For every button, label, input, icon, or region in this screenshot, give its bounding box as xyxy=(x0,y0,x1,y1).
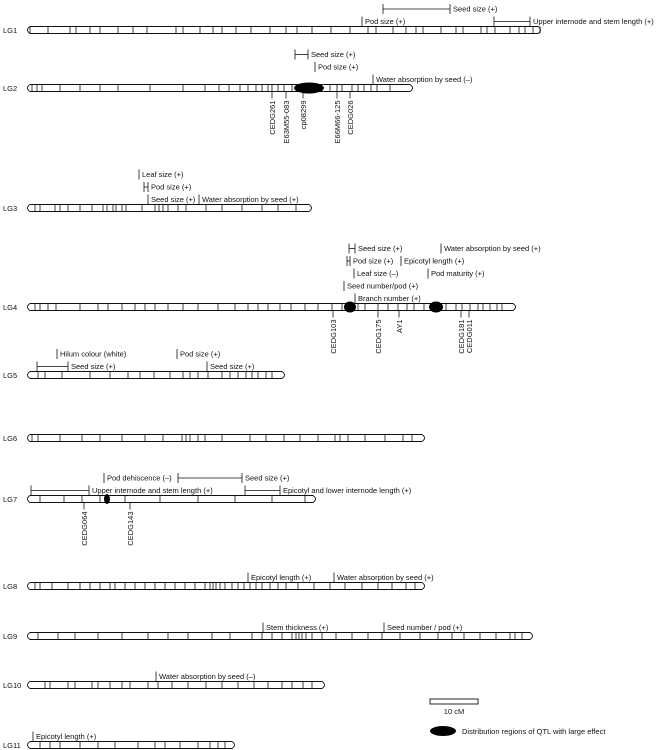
linkage-group-lg4 xyxy=(3,244,541,354)
group-label: LG7 xyxy=(3,495,18,504)
qtl-label: Leaf size (–) xyxy=(357,269,399,278)
qtl-label: Seed size (+) xyxy=(453,4,498,14)
qtl-interval xyxy=(441,244,541,254)
marker-label: CEDG181 xyxy=(457,319,466,354)
qtl-interval xyxy=(31,486,213,496)
qtl-interval xyxy=(349,244,403,254)
legend-ellipse-label: Distribution regions of QTL with large effect xyxy=(462,727,606,736)
qtl-label: Seed size (+) xyxy=(210,362,255,371)
linkage-group-lg1 xyxy=(3,4,654,35)
qtl-interval xyxy=(144,182,192,192)
qtl-interval xyxy=(355,294,421,304)
qtl-label: Seed size (+) xyxy=(151,195,196,204)
qtl-large-effect-region xyxy=(104,494,110,504)
qtl-large-effect-region xyxy=(429,302,443,313)
qtl-label: Pod dehiscence (–) xyxy=(107,473,172,483)
qtl-label: Seed size (+) xyxy=(358,244,403,253)
qtl-interval xyxy=(57,349,127,359)
linkage-group-lg6 xyxy=(3,434,425,443)
qtl-label: Epicotyl and lower internode length (+) xyxy=(283,486,412,495)
qtl-label: Seed size (+) xyxy=(311,50,356,59)
group-label: LG2 xyxy=(3,84,18,93)
linkage-group-lg7 xyxy=(3,473,412,546)
qtl-interval xyxy=(334,573,434,583)
qtl-label: Branch number (+) xyxy=(358,294,421,303)
linkage-group-lg9 xyxy=(3,623,533,642)
qtl-label: Seed number / pod (+) xyxy=(387,623,463,632)
qtl-interval xyxy=(315,62,359,72)
legend xyxy=(430,699,606,736)
chromosome-bar xyxy=(28,583,425,590)
group-label: LG10 xyxy=(3,681,22,690)
chromosome-bar xyxy=(28,742,235,749)
qtl-label: Seed size (+) xyxy=(71,362,116,371)
group-label: LG8 xyxy=(3,582,18,591)
qtl-interval xyxy=(139,170,184,180)
marker-label: CEDG026 xyxy=(346,100,355,135)
group-label: LG6 xyxy=(3,434,18,443)
qtl-interval xyxy=(178,473,290,483)
marker-label: CEDG261 xyxy=(268,100,277,135)
group-label: LG9 xyxy=(3,632,18,641)
qtl-large-effect-region xyxy=(344,302,356,313)
qtl-label: Seed number/pod (+) xyxy=(347,281,419,291)
qtl-interval xyxy=(347,256,394,266)
qtl-interval xyxy=(494,17,654,27)
qtl-interval xyxy=(263,623,329,633)
qtl-label: Epicotyl length (+) xyxy=(36,732,97,741)
qtl-label: Water absorption by seed (+) xyxy=(202,195,299,204)
linkage-group-lg5 xyxy=(3,349,285,380)
marker-label: E66M66-125 xyxy=(333,100,342,144)
qtl-label: Water absorption by seed (+) xyxy=(444,244,541,253)
marker-label: CEDG064 xyxy=(80,511,89,546)
linkage-group-lg2 xyxy=(3,50,473,144)
qtl-interval xyxy=(383,4,498,14)
chromosome-bar xyxy=(28,633,533,640)
qtl-label: Pod size (+) xyxy=(365,17,406,26)
qtl-interval xyxy=(384,623,463,633)
qtl-interval xyxy=(177,349,221,359)
qtl-interval xyxy=(207,362,255,372)
qtl-interval xyxy=(344,281,419,291)
qtl-label: Water absorption by seed (+) xyxy=(337,573,434,582)
linkage-group-lg3 xyxy=(3,170,312,214)
qtl-label: Pod size (+) xyxy=(180,349,221,359)
qtl-interval xyxy=(362,17,406,27)
qtl-interval xyxy=(104,473,172,483)
qtl-label: Upper internode and stem length (+) xyxy=(92,486,213,495)
group-label: LG1 xyxy=(3,26,18,35)
group-label: LG11 xyxy=(3,741,21,750)
qtl-label: Upper internode and stem length (+) xyxy=(533,17,654,26)
qtl-interval xyxy=(33,732,97,742)
marker-label: AY1 xyxy=(395,319,404,334)
chromosome-bar xyxy=(28,85,413,92)
qtl-interval xyxy=(245,486,412,496)
qtl-interval xyxy=(373,75,473,85)
scale-bar xyxy=(430,699,478,704)
qtl-large-effect-region xyxy=(294,83,324,94)
qtl-label: Pod size (+) xyxy=(318,62,359,72)
qtl-label: Pod maturity (+) xyxy=(431,269,485,278)
chromosome-bar xyxy=(28,682,325,689)
chromosome-bar xyxy=(28,27,541,34)
qtl-interval xyxy=(354,269,399,279)
group-label: LG3 xyxy=(3,204,18,213)
qtl-interval xyxy=(401,256,465,266)
linkage-group-lg10 xyxy=(3,672,325,691)
marker-label: CEDG143 xyxy=(126,511,135,546)
qtl-interval xyxy=(428,269,485,279)
qtl-interval xyxy=(248,573,312,583)
marker-label: CEDG175 xyxy=(374,319,383,354)
qtl-interval xyxy=(295,50,356,60)
qtl-interval xyxy=(148,195,196,205)
qtl-label: Leaf size (+) xyxy=(142,170,184,179)
qtl-label: Pod size (+) xyxy=(151,182,192,192)
linkage-group-lg11 xyxy=(3,732,235,750)
qtl-interval xyxy=(37,362,116,372)
marker-label: cp08299 xyxy=(299,100,308,130)
qtl-label: Stem thickness (+) xyxy=(266,623,329,632)
qtl-interval xyxy=(156,672,256,682)
qtl-label: Water absorption by seed (–) xyxy=(159,672,256,681)
marker-label: E63M55-083 xyxy=(282,100,291,144)
qtl-label: Epicotyl length (+) xyxy=(251,573,312,582)
group-label: LG4 xyxy=(3,303,18,312)
marker-label: CEDG011 xyxy=(465,319,474,354)
qtl-label: Hilum colour (white) xyxy=(60,349,127,359)
qtl-label: Epicotyl length (+) xyxy=(404,256,465,266)
linkage-groups xyxy=(3,4,654,750)
qtl-interval xyxy=(199,195,299,205)
qtl-label: Seed size (+) xyxy=(245,473,290,483)
linkage-group-lg8 xyxy=(3,573,434,592)
chromosome-bar xyxy=(28,205,312,212)
legend-ellipse xyxy=(430,726,456,736)
marker-label: CEDG103 xyxy=(329,319,338,354)
group-label: LG5 xyxy=(3,371,18,380)
qtl-label: Pod size (+) xyxy=(353,256,394,266)
qtl-label: Water absorption by seed (–) xyxy=(376,75,473,84)
scale-label: 10 cM xyxy=(443,707,465,716)
